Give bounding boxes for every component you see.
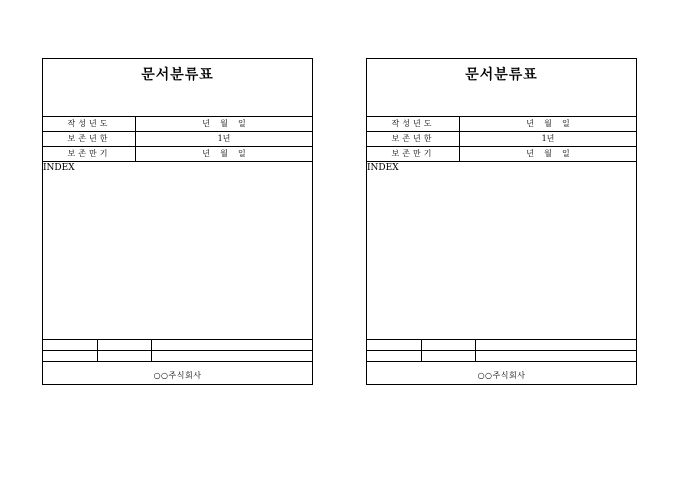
divider [151, 340, 152, 361]
title-area [43, 59, 312, 117]
row-value: 1년 [217, 134, 231, 143]
row-retention-expiry [43, 147, 312, 162]
divider [367, 350, 636, 351]
row-value: 년 월 일 [526, 149, 570, 158]
row-creation-year [367, 117, 636, 132]
row-label: 보존만기 [367, 147, 460, 161]
company-name: ○○주식회사 [153, 371, 202, 380]
divider [475, 340, 476, 361]
index-label: INDEX [367, 163, 399, 173]
row-retention-period [43, 132, 312, 147]
row-retention-period [367, 132, 636, 147]
row-retention-expiry [367, 147, 636, 162]
row-label: 보존년한 [43, 132, 136, 146]
form-title: 문서분류표 [141, 67, 214, 83]
document-classification-form-right [366, 58, 637, 385]
divider [421, 340, 422, 361]
row-value: 1년 [541, 134, 555, 143]
company-name: ○○주식회사 [477, 371, 526, 380]
index-area [43, 162, 312, 340]
row-value: 년 월 일 [202, 119, 246, 128]
approval-boxes [367, 340, 636, 362]
index-label: INDEX [43, 163, 75, 173]
row-label: 보존년한 [367, 132, 460, 146]
row-creation-year [43, 117, 312, 132]
title-area [367, 59, 636, 117]
divider [43, 350, 312, 351]
row-label: 작성년도 [43, 117, 136, 131]
divider [97, 340, 98, 361]
form-title: 문서분류표 [465, 67, 538, 83]
row-label: 보존만기 [43, 147, 136, 161]
row-label: 작성년도 [367, 117, 460, 131]
index-area [367, 162, 636, 340]
row-value: 년 월 일 [526, 119, 570, 128]
approval-boxes [43, 340, 312, 362]
document-classification-form-left [42, 58, 313, 385]
row-value: 년 월 일 [202, 149, 246, 158]
